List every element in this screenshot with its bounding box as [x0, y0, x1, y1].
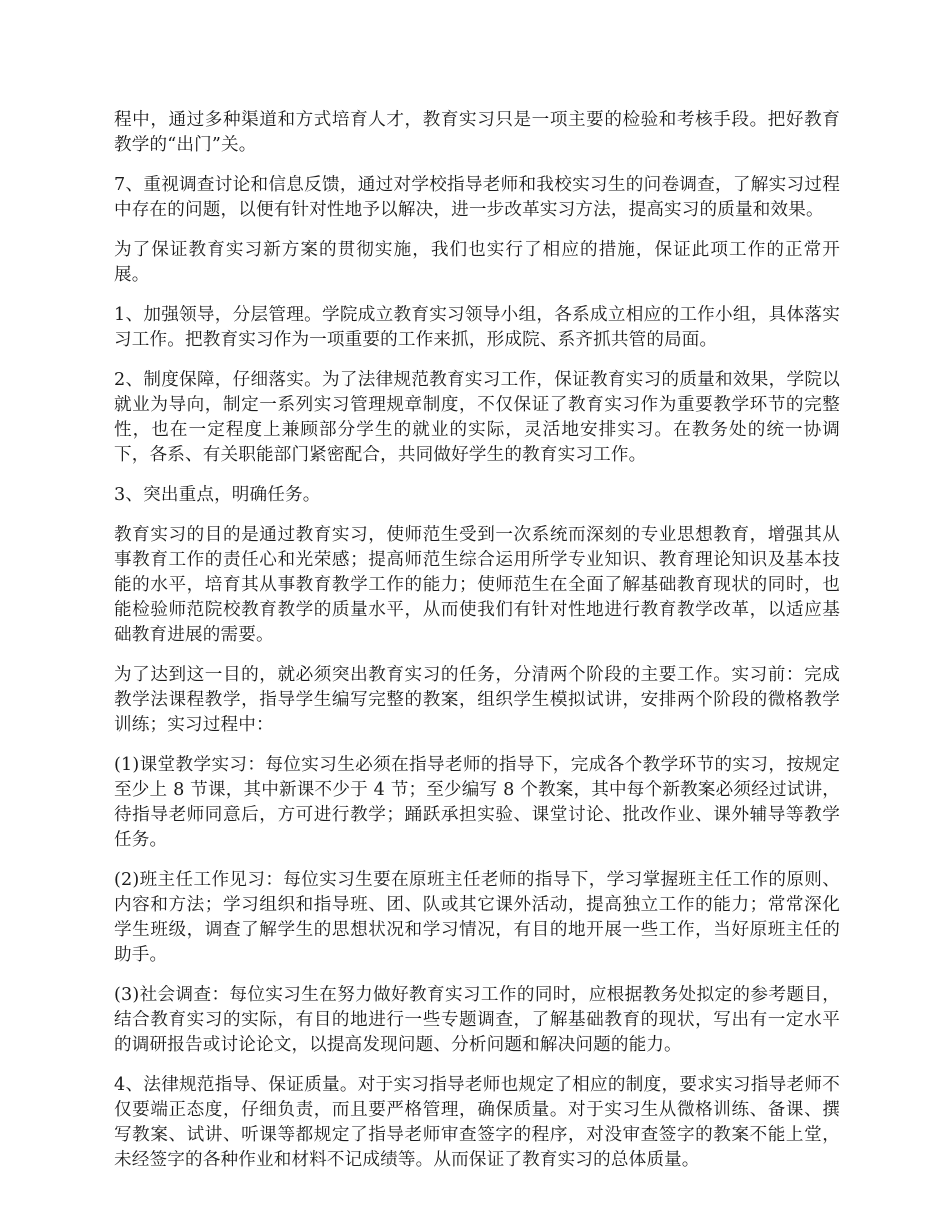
document-page — [114, 108, 840, 1188]
paragraph-item-1: 1、加强领导，分层管理。学院成立教育实习领导小组，各系成立相应的工作小组，具体落实习工作。把教育实习作为一项重要的工作来抓，形成院、系齐抓共管的局面。 — [114, 305, 840, 350]
paragraph-item-7: 7、重视调查讨论和信息反馈，通过对学校指导老师和我校实习生的问卷调查，了解实习过程中存在的问题，以便有针对性地予以解决，进一步改革实习方法，提高实习的质量和效果。 — [114, 175, 840, 220]
paragraph-item-3-heading: 3、突出重点，明确任务。 — [114, 485, 321, 505]
paragraph-task-head-teacher: (2)班主任工作见习：每位实习生要在原班主任老师的指导下，学习掌握班主任工作的原则、内容和方法；学习组织和指导班、团、队或其它课外活动，提高独立工作的能力；常常深化学生班级，调查了解学生的思想状况和学习情况，有目的地开展一些工作，当好原班主任的助手。 — [114, 870, 840, 965]
paragraph-tasks-intro: 为了达到这一目的，就必须突出教育实习的任务，分清两个阶段的主要工作。实习前：完成教学法课程教学，指导学生编写完整的教案，组织学生模拟试讲，安排两个阶段的微格教学训练；实习过程中： — [114, 665, 840, 735]
paragraph-item-2: 2、制度保障，仔细落实。为了法律规范教育实习工作，保证教育实习的质量和效果，学院以就业为导向，制定一系列实习管理规章制度，不仅保证了教育实习作为重要教学环节的完整性，也在一定程度上兼顾部分学生的就业的实际，灵活地安排实习。在教务处的统一协调下，各系、有关职能部门紧密配合，共同做好学生的教育实习工作。 — [114, 370, 840, 465]
paragraph-item-4: 4、法律规范指导、保证质量。对于实习指导老师也规定了相应的制度，要求实习指导老师不仅要端正态度，仔细负责，而且要严格管理，确保质量。对于实习生从微格训练、备课、撰写教案、试讲、听课等都规定了指导老师审查签字的程序，对没审查签字的教案不能上堂，未经签字的各种作业和材料不记成绩等。从而保证了教育实习的总体质量。 — [114, 1075, 840, 1170]
paragraph-task-classroom: (1)课堂教学实习：每位实习生必须在指导老师的指导下，完成各个教学环节的实习，按规定至少上 8 节课，其中新课不少于 4 节；至少编写 8 个教案，其中每个新教案必须经过试讲，待指导老师同意后，方可进行教学；踊跃承担实验、课堂讨论、批改作业、课外辅导等教学任务。 — [114, 755, 840, 850]
paragraph-purpose: 教育实习的目的是通过教育实习，使师范生受到一次系统而深刻的专业思想教育，增强其从事教育工作的责任心和光荣感；提高师范生综合运用所学专业知识、教育理论知识及基本技能的水平，培育其从事教育教学工作的能力；使师范生在全面了解基础教育现状的同时，也能检验师范院校教育教学的质量水平，从而使我们有针对性地进行教育教学改革，以适应基础教育进展的需要。 — [114, 525, 840, 645]
paragraph-task-social-survey: (3)社会调查：每位实习生在努力做好教育实习工作的同时，应根据教务处拟定的参考题目，结合教育实习的实际，有目的地进行一些专题调查，了解基础教育的现状，写出有一定水平的调研报告或讨论论文，以提高发现问题、分析问题和解决问题的能力。 — [114, 985, 840, 1055]
paragraph-measures-intro: 为了保证教育实习新方案的贯彻实施，我们也实行了相应的措施，保证此项工作的正常开展。 — [114, 240, 840, 285]
paragraph-continuation: 程中，通过多种渠道和方式培育人才，教育实习只是一项主要的检验和考核手段。把好教育教学的“出门”关。 — [114, 110, 840, 155]
